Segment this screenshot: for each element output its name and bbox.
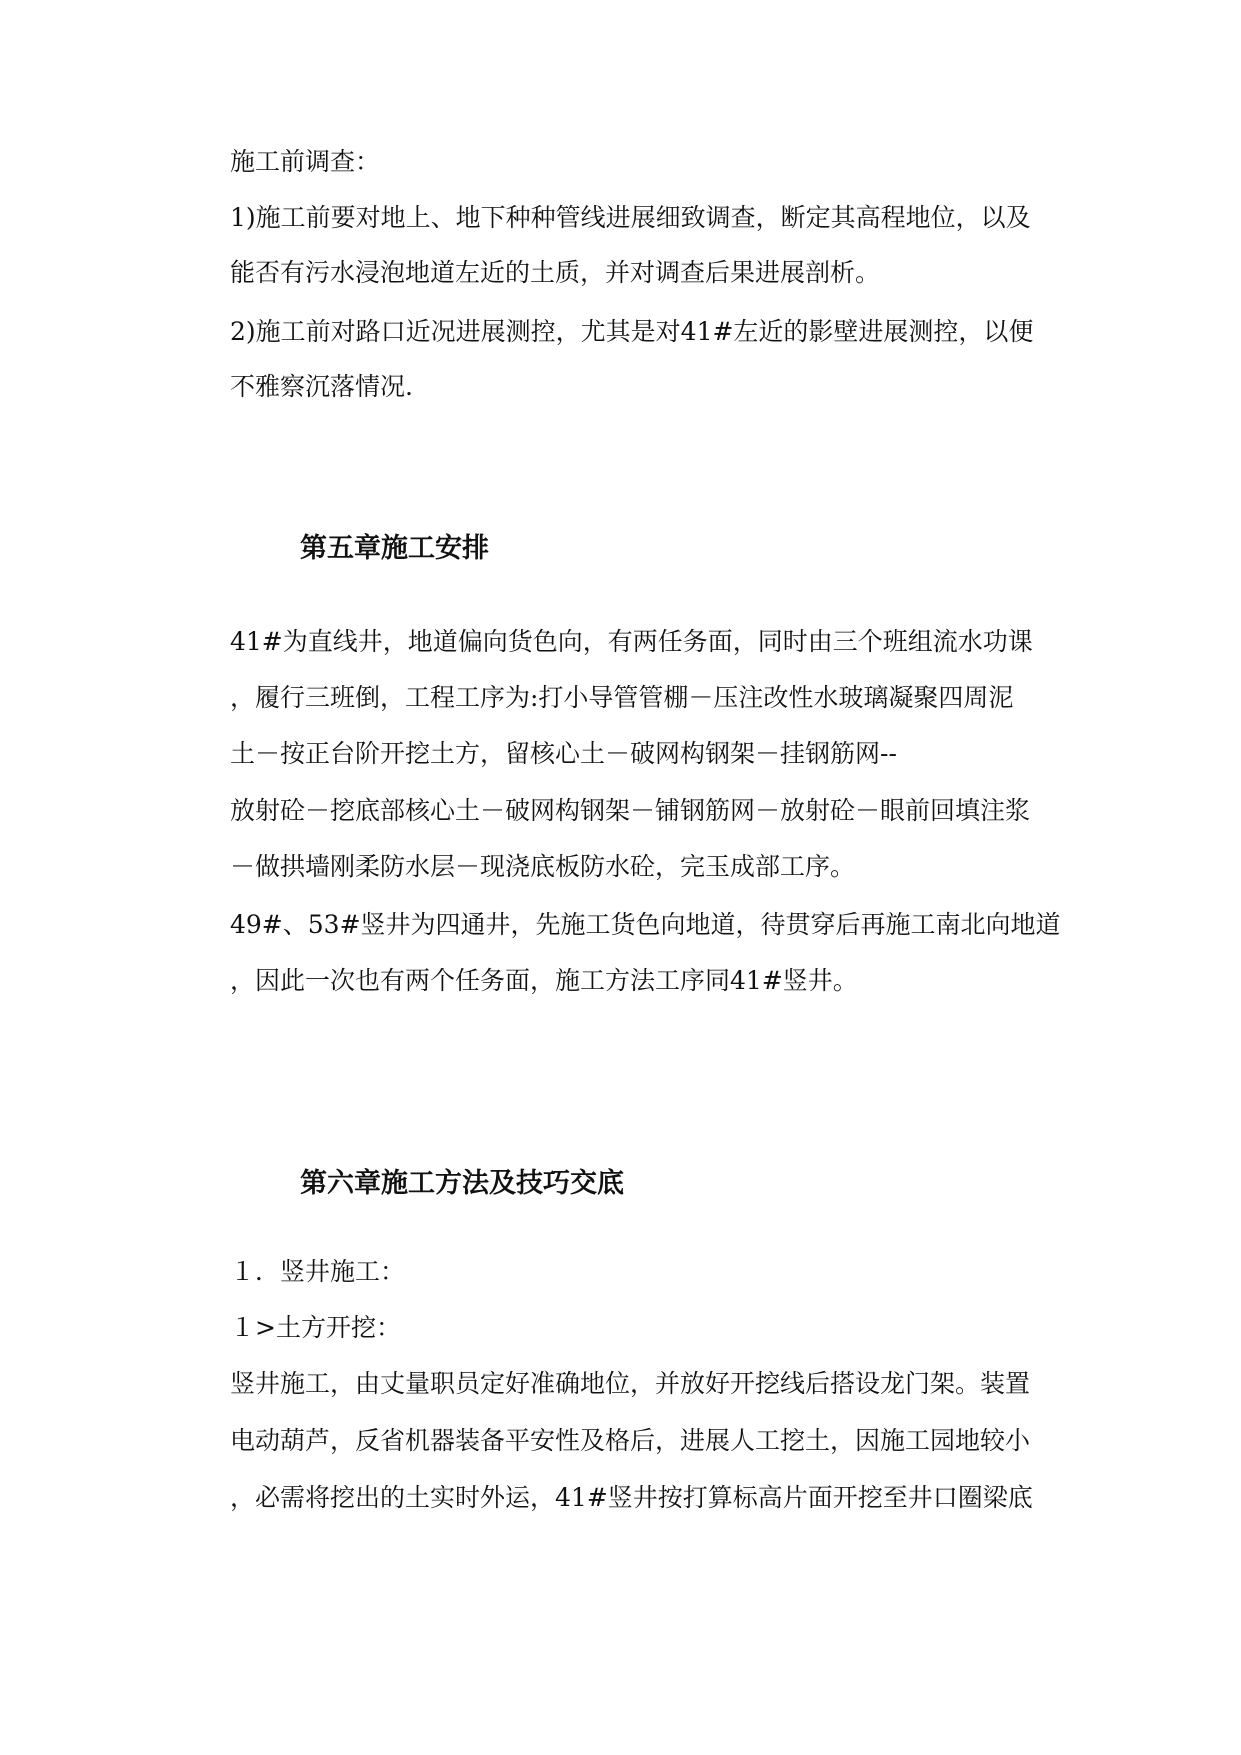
- chapter-6-line: 电动葫芦，反省机器装备平安性及格后，进展人工挖土，因施工园地较小: [230, 1426, 1031, 1455]
- chapter-6-line: ，必需将挖出的土实时外运，41#竖井按打算标高片面开挖至井口圈梁底: [230, 1483, 1033, 1512]
- chapter-5-line: ，因此一次也有两个任务面，施工方法工序同41#竖井。: [230, 966, 858, 995]
- chapter-5-line: 41#为直线井，地道偏向货色向，有两任务面，同时由三个班组流水功课: [230, 627, 1033, 656]
- survey-item-1-line-1: 1)施工前要对地上、地下种种管线进展细致调查，断定其高程地位，以及: [230, 203, 1031, 232]
- chapter-6-subheading-1: １．竖井施工：: [230, 1257, 406, 1286]
- chapter-5-line: 放射砼－挖底部核心土－破网构钢架－铺钢筋网－放射砼－眼前回填注浆: [230, 796, 1031, 825]
- chapter-5-line: ，履行三班倒，工程工序为:打小导管管棚－压注改性水玻璃凝聚四周泥: [230, 683, 1014, 712]
- chapter-6-subheading-2: １>土方开挖：: [230, 1313, 401, 1342]
- survey-item-2-line-1: 2)施工前对路口近况进展测控，尤其是对41#左近的影壁进展测控，以便: [230, 317, 1034, 346]
- chapter-6-heading: 第六章施工方法及技巧交底: [300, 1168, 624, 1199]
- survey-title: 施工前调查：: [230, 147, 381, 176]
- survey-item-2-line-2: 不雅察沉落情况.: [230, 372, 413, 401]
- chapter-5-line: －做拱墙刚柔防水层－现浇底板防水砼，完玉成部工序。: [230, 852, 856, 881]
- chapter-5-heading: 第五章施工安排: [300, 533, 489, 564]
- survey-item-1-line-2: 能否有污水浸泡地道左近的土质，并对调查后果进展剖析。: [230, 258, 881, 287]
- chapter-6-line: 竖井施工，由丈量职员定好准确地位，并放好开挖线后搭设龙门架。装置: [230, 1369, 1031, 1398]
- chapter-5-line: 土－按正台阶开挖土方，留核心土－破网构钢架－挂钢筋网--: [230, 739, 897, 768]
- chapter-5-line: 49#、53#竖井为四通井，先施工货色向地道，待贯穿后再施工南北向地道: [230, 910, 1061, 939]
